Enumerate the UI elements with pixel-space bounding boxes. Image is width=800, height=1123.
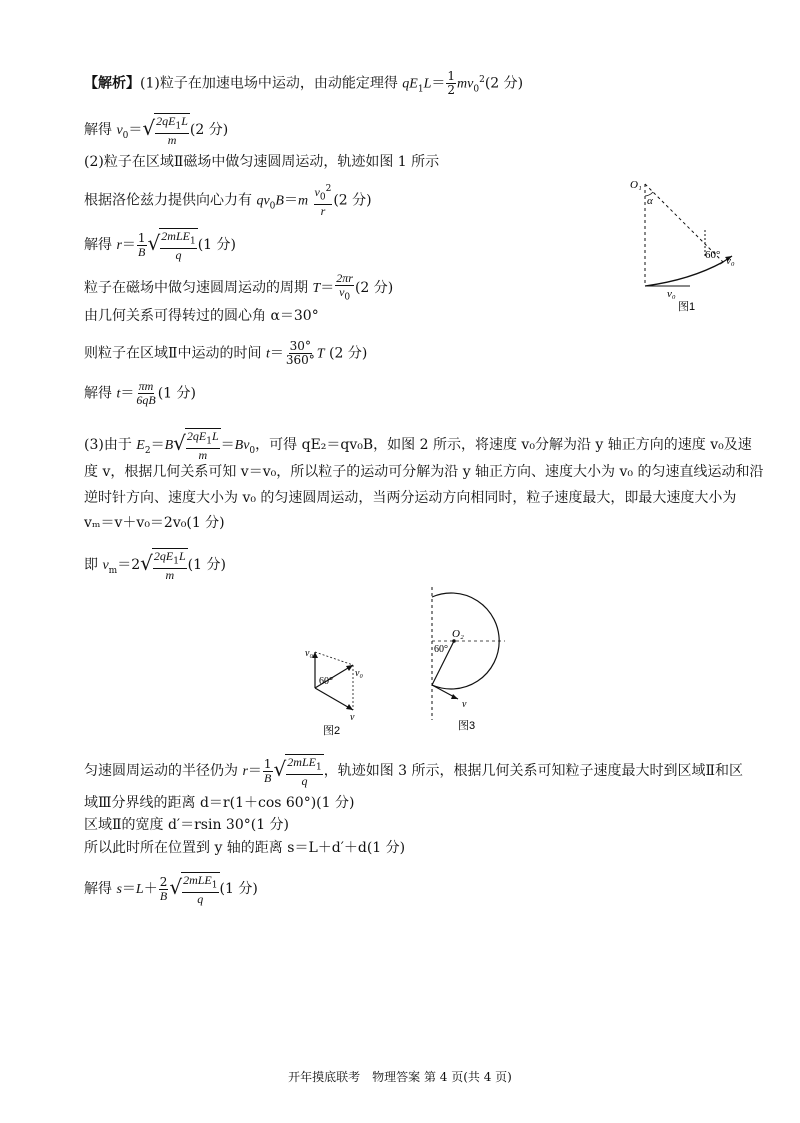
fig1-o-label: O₁ [630,179,642,191]
fig2-v: v [350,712,355,723]
p10-score: (1 分) [187,557,226,574]
p1-text: (1)粒子在加速电场中运动，由动能定理得 [140,75,403,92]
p5-text: 粒子在磁场中做匀速圆周运动的周期 [84,280,313,297]
solution-line-7: 由几何关系可得转过的圆心角 α＝30° [84,308,319,324]
fig1-alpha-label: α [647,195,653,207]
solution-line-15: 匀速圆周运动的半径仍为 r＝ $\frac{1}{B}$ √ $\frac{2mLE_1}{q}$ ，轨迹如图 3 所示，根据几何关系可知粒子速度最大时到区域Ⅱ和区 [84,755,744,789]
figure-2 [295,640,375,740]
solution-line-14: 即 $v_m=2$ √ $\frac{2qE_1L}{m}$ (1 分) [84,549,226,583]
p10-text: 即 [84,557,103,574]
p5-score: (2 分) [354,280,394,297]
p12-text: 解得 [84,881,117,898]
solution-line-8: 则粒子在区域Ⅱ中运动的时间 t＝ $\frac{30^\circ}{360^\circ}$ T (2 分) [84,339,368,367]
fig1-v-label: v₀ [726,255,735,267]
solution-line-18: 所以此时所在位置到 y 轴的距离 s＝L＋d′＋d(1 分) [84,840,406,856]
p1-score: (2 分) [484,75,524,92]
fig3-v: v [462,699,467,710]
p1b-text: 解得 [84,122,117,139]
fig3-angle: 60° [434,644,448,655]
analysis-tag: 【解析】 [84,75,140,92]
fig2-v0-right: v₀ [355,668,363,679]
solution-line-3: (2)粒子在区域Ⅱ磁场中做匀速圆周运动，轨迹如图 1 所示 [84,154,440,170]
solution-line-9: 解得 t＝ $\frac{\pi m}{6qB}$ (1 分) [84,379,196,407]
solution-line-10: (3)由于 $E_2=B$ √ $\frac{2qE_1L}{m}$ $=Bv_0$，可得 qE₂＝qv₀B，如图 2 所示，将速度 v₀分解为沿 y 轴正方向的速度 v₀及速 [84,429,752,463]
figure-3 [420,585,530,735]
p8-text: 解得 [84,385,117,402]
solution-line-19: 解得 s＝L＋ $\frac{2}{B}$ √ $\frac{2mLE_1}{q}$ (1 分) [84,873,258,907]
solution-line-5: 解得 r＝ $\frac{1}{B}$ √ $\frac{2mLE_1}{q}$ (1 分) [84,229,236,263]
p12-score: (1 分) [219,881,258,898]
solution-line-4: 根据洛伦兹力提供向心力有 $qv_0B=m$ $\frac{v_0^2}{r}$ (2 分) [84,184,372,219]
p4-score: (1 分) [197,237,236,254]
p3-score: (2 分) [333,192,372,209]
p9-post: ，可得 qE₂＝qv₀B，如图 2 所示，将速度 v₀分解为沿 y 轴正方向的速度 v₀及速 [255,437,752,454]
solution-line-17: 区域Ⅱ的宽度 d′＝rsin 30°(1 分) [84,817,290,833]
p4-text: 解得 [84,237,117,254]
p7-score: (2 分) [329,345,368,362]
solution-line-2: 解得 $v_0=$ √ $\frac{2qE_1L}{m}$ (2 分) [84,114,229,148]
fig1-caption: 图1 [678,301,696,313]
fig2-angle: 60° [319,676,333,687]
figure-1 [620,170,750,315]
p8-score: (1 分) [157,385,196,402]
solution-line-12: 逆时针方向、速度大小为 v₀ 的匀速圆周运动，当两分运动方向相同时，粒子速度最大，即最大速度大小为 [84,490,737,506]
p11-pre: 匀速圆周运动的半径仍为 [84,763,243,780]
fig2-v0-top: v₀ [305,648,313,659]
fig2-caption: 图2 [323,725,341,737]
solution-line-13: vₘ＝v＋v₀＝2v₀(1 分) [84,515,225,531]
solution-line-16: 域Ⅲ分界线的距离 d＝r(1＋cos 60°)(1 分) [84,795,355,811]
fig3-o-label: O₂ [452,628,464,640]
p3-text: 根据洛伦兹力提供向心力有 [84,192,257,209]
solution-line-1: 【解析】(1)粒子在加速电场中运动，由动能定理得 $qE_1L=$ $\frac{1}{2}$ $mv_0^2(2$ 分) [84,69,524,98]
page-footer: 开年摸底联考 物理答案 第 4 页(共 4 页) [288,1070,512,1084]
solution-line-11: 度 v，根据几何关系可知 v＝v₀，所以粒子的运动可分解为沿 y 轴正方向、速度大小为 v₀ 的匀速直线运动和沿 [84,464,764,480]
fig1-angle-label: 60° [705,249,721,261]
fig1-vbottom-label: v₀ [667,288,676,300]
p1b-score: (2 分) [189,122,229,139]
p7-text: 则粒子在区域Ⅱ中运动的时间 [84,345,266,362]
solution-line-6: 粒子在磁场中做匀速圆周运动的周期 T＝ $\frac{2\pi r}{v_0}$ (2 分) [84,271,394,303]
p9-pre: (3)由于 [84,437,137,454]
fig3-caption: 图3 [458,720,476,732]
p11-post: ，轨迹如图 3 所示，根据几何关系可知粒子速度最大时到区域Ⅱ和区 [323,763,744,780]
